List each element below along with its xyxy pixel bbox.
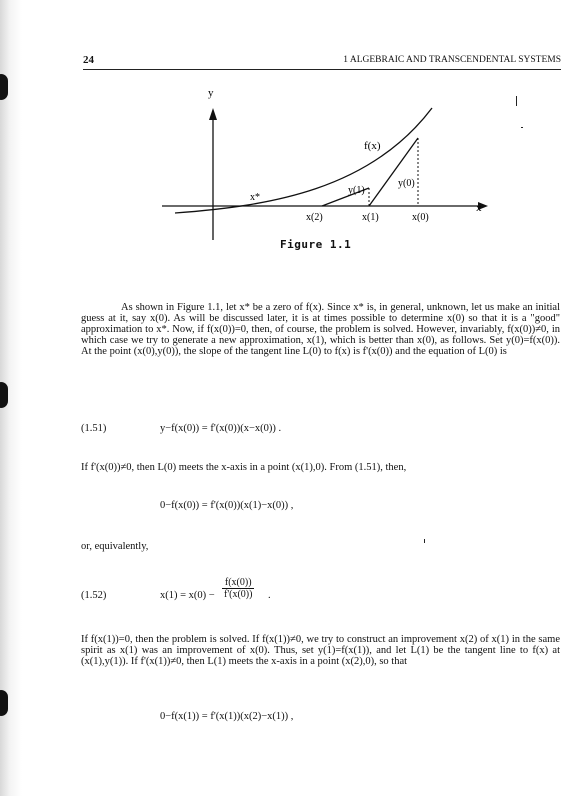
paragraph-2: If f'(x(0))≠0, then L(0) meets the x-axis in a point (x(1),0). From (1.51), then, bbox=[81, 462, 407, 473]
paragraph-3: or, equivalently, bbox=[81, 541, 149, 552]
running-header bbox=[83, 54, 561, 70]
scan-speck bbox=[424, 539, 425, 543]
y-axis-arrow bbox=[209, 108, 217, 120]
x0-label: x(0) bbox=[412, 212, 429, 223]
scan-speck bbox=[516, 96, 517, 106]
curve-label: f(x) bbox=[364, 140, 381, 152]
equation-number-1-51: (1.51) bbox=[81, 423, 107, 434]
fraction-denominator: f'(x(0)) bbox=[224, 589, 253, 600]
fraction-numerator: f(x(0)) bbox=[222, 577, 254, 589]
binder-hole bbox=[0, 382, 8, 408]
binder-hole bbox=[0, 74, 8, 100]
x1-label: x(1) bbox=[362, 212, 379, 223]
y-axis-label: y bbox=[208, 87, 214, 99]
x-axis-label: x bbox=[476, 202, 482, 214]
binder-hole bbox=[0, 690, 8, 716]
paragraph-4: If f(x(1))=0, then the problem is solved. If f(x(1))≠0, we try to construct an improvement x(2) of x(1) in the same spirit as x(1) was an improvement of x(0). Thus, set y(1)=f(x(1)), and let L(1) be the tangent line to f(x) at (x(1),y(1)). If f'(x(1))≠0, then L(1) meets the x-axis in a point (x(2),0), so that bbox=[81, 634, 560, 667]
equation-1-52-fraction bbox=[222, 577, 254, 600]
figure-1-1 bbox=[150, 80, 490, 240]
equation-1-52-end: . bbox=[268, 590, 271, 601]
chapter-title: 1 ALGEBRAIC AND TRANSCENDENTAL SYSTEMS bbox=[343, 55, 561, 65]
equation-1-52-lhs: x(1) = x(0) − bbox=[160, 590, 215, 601]
equation-final: 0−f(x(1)) = f'(x(1))(x(2)−x(1)) , bbox=[160, 711, 294, 722]
x2-label: x(2) bbox=[306, 212, 323, 223]
paragraph-1: As shown in Figure 1.1, let x* be a zero of f(x). Since x* is, in general, unknown, let us make an initial guess at it, say x(0). As will be discussed later, it is at times possible to determine x(0) so that it is a "good" approximation to x*. Now, if f(x(0))=0, then, of course, the problem is solved. However, invariably, f(x(0))≠0, in which case we try to generate a new approximation, x(1), which is better than x(0), as follows. Set y(0)=f(x(0)). At the point (x(0),y(0)), the slope of the tangent line L(0) to f(x) is f'(x(0)) and the equation of L(0) is bbox=[81, 302, 560, 357]
equation-intermediate: 0−f(x(0)) = f'(x(0))(x(1)−x(0)) , bbox=[160, 500, 294, 511]
y1-label: y(1) bbox=[348, 185, 365, 196]
y0-label: y(0) bbox=[398, 178, 415, 189]
equation-number-1-52: (1.52) bbox=[81, 590, 107, 601]
scan-speck bbox=[521, 127, 523, 128]
root-label: x* bbox=[250, 192, 260, 203]
equation-1-51: y−f(x(0)) = f'(x(0))(x−x(0)) . bbox=[160, 423, 282, 434]
figure-caption: Figure 1.1 bbox=[280, 238, 352, 251]
page-number: 24 bbox=[83, 54, 94, 66]
